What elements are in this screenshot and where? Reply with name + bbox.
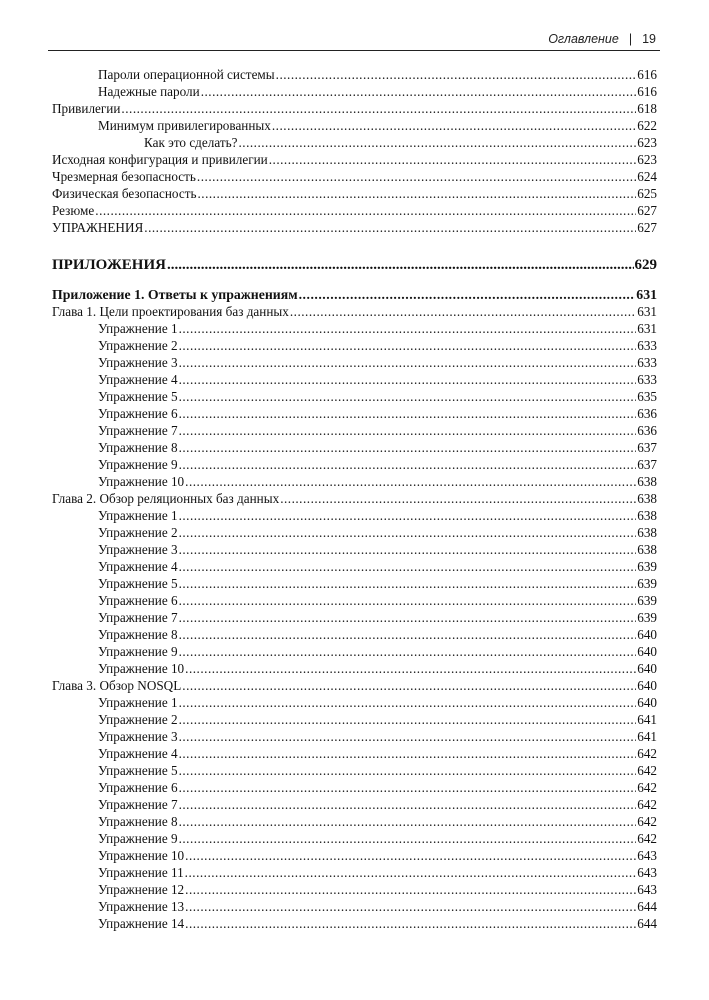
toc-entry-exercise[interactable]: [52, 337, 657, 354]
toc-entry-exercise[interactable]: [52, 354, 657, 371]
toc-entry[interactable]: [52, 151, 657, 168]
toc-entry-exercise[interactable]: [52, 643, 657, 660]
toc-leader-dots: [179, 405, 637, 422]
toc-leader-dots: [179, 439, 637, 456]
toc-entry-page: 623: [637, 152, 657, 167]
toc-entry-title: Упражнение 10: [98, 661, 185, 676]
toc-entry-page: 636: [637, 423, 657, 438]
toc-leader-dots: [179, 541, 637, 558]
toc-entry-title: Упражнение 1: [98, 695, 178, 710]
toc-entry-exercise[interactable]: [52, 405, 657, 422]
toc-entry-title: Упражнение 4: [98, 372, 178, 387]
toc-leader-dots: [121, 100, 636, 117]
toc-entry-page: 638: [637, 508, 657, 523]
toc-entry-exercise[interactable]: [52, 609, 657, 626]
toc-entry-title: Упражнение 2: [98, 338, 178, 353]
toc-entry-exercise[interactable]: [52, 439, 657, 456]
toc-entry-page: 641: [637, 712, 657, 727]
toc-entry-page: 624: [637, 169, 657, 184]
toc-entry-page: 633: [637, 355, 657, 370]
toc-leader-dots: [179, 558, 637, 575]
toc-entry-appendices[interactable]: [52, 254, 657, 276]
toc-entry-exercise[interactable]: [52, 558, 657, 575]
toc-leader-dots: [179, 575, 637, 592]
toc-entry-page: 642: [637, 797, 657, 812]
toc-entry-title: Упражнение 5: [98, 763, 178, 778]
toc-entry-page: 633: [637, 372, 657, 387]
toc-entry-title: Упражнение 10: [98, 474, 185, 489]
toc-entry[interactable]: [52, 66, 657, 83]
toc-entry-chapter-2[interactable]: [52, 490, 657, 507]
toc-entry-page: 638: [637, 525, 657, 540]
toc-entry-page: 639: [637, 559, 657, 574]
toc-leader-dots: [179, 796, 637, 813]
toc-entry-page: 639: [637, 593, 657, 608]
toc-entry-title: Исходная конфигурация и привилегии: [52, 152, 268, 167]
toc-entry-exercise[interactable]: [52, 694, 657, 711]
toc-entry-exercise[interactable]: [52, 524, 657, 541]
toc-entry-exercise[interactable]: [52, 388, 657, 405]
toc-entry-page: 636: [637, 406, 657, 421]
toc-entry-title: Упражнение 10: [98, 848, 185, 863]
toc-entry-page: 641: [637, 729, 657, 744]
toc-leader-dots: [179, 320, 637, 337]
toc-chapter-1-exercises: [52, 320, 657, 490]
toc-entry-page: 643: [637, 865, 657, 880]
toc-entry-title: Минимум привилегированных: [98, 118, 271, 133]
toc-entry-page: 637: [637, 457, 657, 472]
toc-entry-page: 616: [637, 67, 657, 82]
toc-entry-exercise[interactable]: [52, 422, 657, 439]
toc-entry-exercise[interactable]: [52, 728, 657, 745]
header-separator: |: [628, 32, 633, 46]
toc-entry-page: 644: [637, 899, 657, 914]
toc-entry-title: Упражнение 3: [98, 729, 178, 744]
header-page-number: 19: [642, 32, 656, 46]
toc-entry-page: 631: [636, 287, 657, 302]
toc-entry-title: Резюме: [52, 203, 95, 218]
toc-entry-page: 623: [637, 135, 657, 150]
toc-leader-dots: [185, 898, 636, 915]
toc-entry-page: 618: [637, 101, 657, 116]
toc-leader-dots: [269, 151, 637, 168]
toc-leader-dots: [276, 66, 637, 83]
toc-entry-page: 640: [637, 695, 657, 710]
toc-entry-page: 640: [637, 678, 657, 693]
toc-entry-title: Упражнение 8: [98, 440, 178, 455]
toc-leader-dots: [179, 762, 637, 779]
toc-entry-page: 639: [637, 576, 657, 591]
toc-entry-exercise[interactable]: [52, 745, 657, 762]
toc-entry-exercise[interactable]: [52, 541, 657, 558]
toc-leader-dots: [185, 881, 636, 898]
toc-entry-title: Упражнение 6: [98, 406, 178, 421]
toc-entry-title: Приложение 1. Ответы к упражнениям: [52, 287, 298, 302]
toc-leader-dots: [299, 286, 636, 303]
toc-group-security: [52, 66, 657, 236]
toc-entry-page: 625: [637, 186, 657, 201]
toc-entry-title: Упражнение 1: [98, 508, 178, 523]
toc-entry-title: Упражнение 6: [98, 593, 178, 608]
toc-entry-exercise[interactable]: [52, 626, 657, 643]
toc-leader-dots: [179, 592, 637, 609]
toc-entry-page: 638: [637, 474, 657, 489]
toc-leader-dots: [179, 813, 637, 830]
toc-leader-dots: [179, 388, 637, 405]
toc-entry-page: 622: [637, 118, 657, 133]
toc-entry-page: 635: [637, 389, 657, 404]
toc-entry-exercise[interactable]: [52, 813, 657, 830]
toc-entry-title: Упражнение 2: [98, 525, 178, 540]
toc-entry-exercise[interactable]: [52, 847, 657, 864]
toc-entry-page: 640: [637, 644, 657, 659]
toc-entry-chapter-3[interactable]: [52, 677, 657, 694]
toc-entry-page: 616: [637, 84, 657, 99]
toc-leader-dots: [179, 524, 637, 541]
header-section-title: Оглавление: [548, 32, 619, 46]
toc-entry[interactable]: [52, 185, 657, 202]
toc-entry-page: 627: [637, 220, 657, 235]
toc-leader-dots: [272, 117, 636, 134]
toc-entry-exercise[interactable]: [52, 371, 657, 388]
toc-entry-title: Упражнение 7: [98, 610, 178, 625]
toc-entry[interactable]: [52, 134, 657, 151]
toc-leader-dots: [179, 337, 637, 354]
toc-entry-exercise[interactable]: [52, 711, 657, 728]
spacer: [52, 236, 657, 254]
toc-leader-dots: [201, 83, 637, 100]
toc-entry-exercise[interactable]: [52, 660, 657, 677]
toc-leader-dots: [179, 507, 637, 524]
toc-entry-page: 642: [637, 831, 657, 846]
toc-entry[interactable]: [52, 83, 657, 100]
toc-entry-title: Как это сделать?: [144, 135, 238, 150]
toc-entry-title: Упражнение 12: [98, 882, 185, 897]
toc-entry-exercise[interactable]: [52, 915, 657, 932]
toc-entry-exercise[interactable]: [52, 830, 657, 847]
toc-entry-title: Глава 1. Цели проектирования баз данных: [52, 304, 289, 319]
toc-entry-page: 629: [634, 257, 657, 273]
toc-leader-dots: [197, 168, 636, 185]
toc-entry-chapter-1[interactable]: [52, 303, 657, 320]
toc-entry-exercise[interactable]: [52, 320, 657, 337]
toc-entry-exercise[interactable]: [52, 864, 657, 881]
toc-entry[interactable]: [52, 202, 657, 219]
toc-leader-dots: [185, 660, 636, 677]
toc-leader-dots: [179, 456, 637, 473]
toc-entry-title: Упражнение 2: [98, 712, 178, 727]
toc-entry-title: Упражнение 7: [98, 423, 178, 438]
toc-entry-page: 638: [637, 542, 657, 557]
toc-entry-title: Упражнение 5: [98, 389, 178, 404]
toc-leader-dots: [179, 609, 637, 626]
toc-entry-page: 642: [637, 746, 657, 761]
toc-entry-title: Упражнение 9: [98, 457, 178, 472]
toc-leader-dots: [179, 745, 637, 762]
toc-entry-title: Привилегии: [52, 101, 121, 116]
toc-entry-title: Упражнение 13: [98, 899, 185, 914]
toc-entry-title: Упражнение 3: [98, 542, 178, 557]
toc-entry[interactable]: [52, 117, 657, 134]
toc-entry-page: 644: [637, 916, 657, 931]
toc-entry-exercise[interactable]: [52, 796, 657, 813]
toc-entry-title: Глава 3. Обзор NOSQL: [52, 678, 182, 693]
toc-entry-page: 642: [637, 763, 657, 778]
toc-entry-page: 638: [637, 491, 657, 506]
toc-entry-page: 631: [637, 304, 657, 319]
toc-entry-exercise[interactable]: [52, 575, 657, 592]
toc-leader-dots: [144, 219, 636, 236]
toc-leader-dots: [179, 354, 637, 371]
toc-entry-title: ПРИЛОЖЕНИЯ: [52, 257, 166, 273]
toc-leader-dots: [179, 694, 637, 711]
toc-entry-title: Упражнение 11: [98, 865, 184, 880]
toc-entry-page: 639: [637, 610, 657, 625]
toc-entry-title: Чрезмерная безопасность: [52, 169, 196, 184]
toc-leader-dots: [179, 711, 637, 728]
toc-entry-page: 642: [637, 780, 657, 795]
toc-leader-dots: [182, 677, 636, 694]
toc-entry-title: Упражнение 4: [98, 746, 178, 761]
toc-leader-dots: [185, 915, 636, 932]
spacer: [52, 276, 657, 286]
toc-entry-title: Упражнение 5: [98, 576, 178, 591]
toc-entry-page: 640: [637, 627, 657, 642]
toc-entry-exercise[interactable]: [52, 473, 657, 490]
toc-entry-exercise[interactable]: [52, 507, 657, 524]
toc-leader-dots: [179, 830, 637, 847]
toc-leader-dots: [290, 303, 636, 320]
toc-entry-title: Упражнение 6: [98, 780, 178, 795]
toc-leader-dots: [238, 134, 636, 151]
toc-chapter-3-exercises: [52, 694, 657, 932]
toc-entry-title: Упражнение 7: [98, 797, 178, 812]
toc-entry-page: 643: [637, 882, 657, 897]
toc-entry-title: Упражнение 9: [98, 644, 178, 659]
toc-entry-title: Упражнение 9: [98, 831, 178, 846]
toc-entry-title: Пароли операционной системы: [98, 67, 275, 82]
toc-leader-dots: [95, 202, 636, 219]
toc-chapter-2-exercises: [52, 507, 657, 677]
toc-entry-page: 637: [637, 440, 657, 455]
toc-leader-dots: [197, 185, 636, 202]
toc-leader-dots: [179, 371, 637, 388]
toc-entry-exercise[interactable]: [52, 592, 657, 609]
toc-entry-exercise[interactable]: [52, 456, 657, 473]
toc-entry[interactable]: [52, 168, 657, 185]
toc-entry-appendix-1[interactable]: [52, 286, 657, 303]
toc-leader-dots: [185, 847, 636, 864]
toc-leader-dots: [280, 490, 636, 507]
header-right: [548, 32, 656, 46]
toc-leader-dots: [179, 643, 637, 660]
toc-entry-title: Физическая безопасность: [52, 186, 197, 201]
toc-entry-page: 633: [637, 338, 657, 353]
toc-leader-dots: [179, 422, 637, 439]
toc-entry-exercise[interactable]: [52, 881, 657, 898]
toc-leader-dots: [179, 728, 637, 745]
toc-entry-page: 631: [637, 321, 657, 336]
toc-entry-title: Глава 2. Обзор реляционных баз данных: [52, 491, 280, 506]
toc-leader-dots: [185, 864, 637, 881]
toc-leader-dots: [179, 779, 637, 796]
toc-entry-title: Упражнение 14: [98, 916, 185, 931]
table-of-contents: [52, 66, 657, 932]
toc-entry-title: Надежные пароли: [98, 84, 200, 99]
toc-entry-title: Упражнение 3: [98, 355, 178, 370]
toc-entry-exercise[interactable]: [52, 898, 657, 915]
toc-entry-page: 640: [637, 661, 657, 676]
toc-entry-exercise[interactable]: [52, 762, 657, 779]
running-header: [48, 30, 660, 51]
toc-leader-dots: [179, 626, 637, 643]
toc-entry-page: 627: [637, 203, 657, 218]
toc-entry-title: Упражнение 4: [98, 559, 178, 574]
toc-entry-page: 643: [637, 848, 657, 863]
toc-leader-dots: [167, 254, 634, 276]
toc-entry-exercise[interactable]: [52, 779, 657, 796]
toc-entry[interactable]: [52, 100, 657, 117]
toc-leader-dots: [185, 473, 636, 490]
toc-entry-title: Упражнение 8: [98, 627, 178, 642]
toc-entry-title: Упражнение 1: [98, 321, 178, 336]
toc-entry-title: УПРАЖНЕНИЯ: [52, 220, 144, 235]
toc-entry-page: 642: [637, 814, 657, 829]
toc-entry-title: Упражнение 8: [98, 814, 178, 829]
toc-entry[interactable]: [52, 219, 657, 236]
